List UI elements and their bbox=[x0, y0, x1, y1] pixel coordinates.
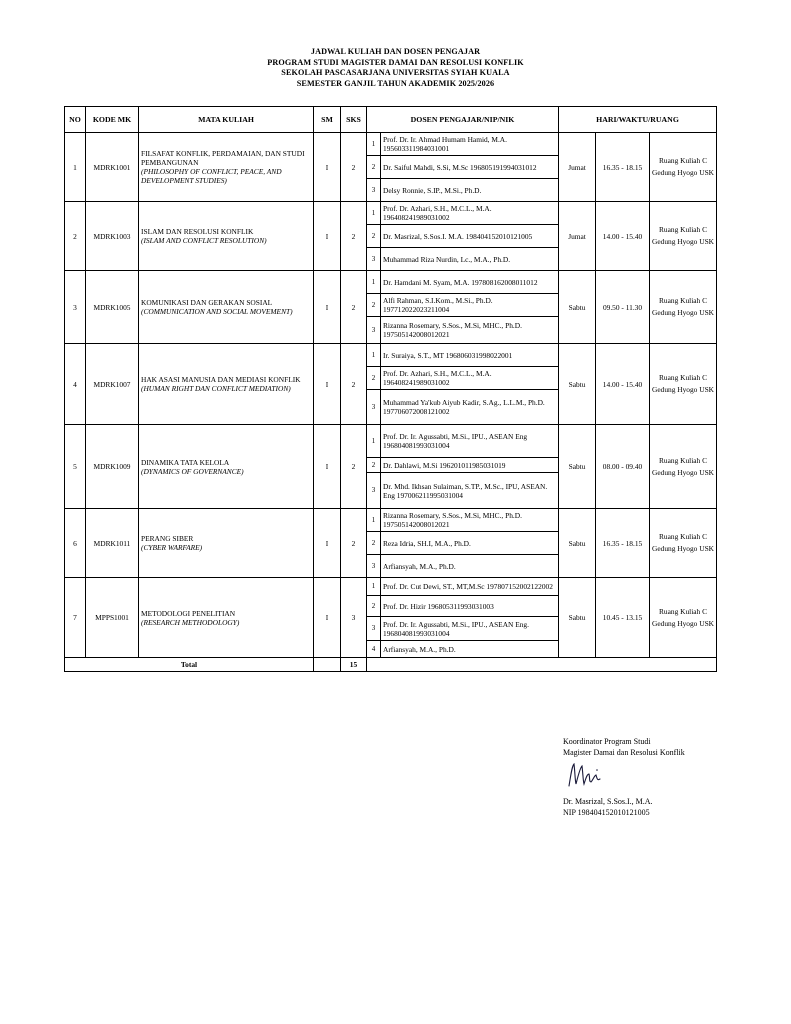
course-title-cell bbox=[139, 271, 314, 344]
course-title-cell bbox=[139, 578, 314, 658]
course-time: 16.35 - 18.15 bbox=[596, 509, 650, 578]
lecturer-entry: Prof. Dr. Ir. Agussabti, M.Si., IPU., ASEAN Eng 196804081993031004 bbox=[381, 425, 559, 458]
course-no: 2 bbox=[65, 202, 86, 271]
lecturer-entry: Dr. Saiful Mahdi, S.Si, M.Sc 196805191994031012 bbox=[381, 156, 559, 179]
lecturer-number: 1 bbox=[367, 425, 381, 458]
course-title-cell bbox=[139, 344, 314, 425]
course-title-cell bbox=[139, 133, 314, 202]
lecturer-number: 2 bbox=[367, 294, 381, 317]
lecturer-entry: Prof. Dr. Hizir 196805311993031003 bbox=[381, 596, 559, 617]
course-name-en: (COMMUNICATION AND SOCIAL MOVEMENT) bbox=[141, 307, 293, 316]
course-sks: 2 bbox=[341, 425, 367, 509]
course-day: Sabtu bbox=[559, 509, 596, 578]
course-code: MDRK1003 bbox=[86, 202, 139, 271]
course-name-en: (ISLAM AND CONFLICT RESOLUTION) bbox=[141, 236, 267, 245]
course-day: Jumat bbox=[559, 133, 596, 202]
course-name: HAK ASASI MANUSIA DAN MEDIASI KONFLIK bbox=[141, 375, 301, 384]
schedule-body bbox=[65, 133, 717, 658]
header-sks: SKS bbox=[341, 107, 367, 133]
lecturer-entry: Reza Idria, SH.I, M.A., Ph.D. bbox=[381, 532, 559, 555]
course-day: Jumat bbox=[559, 202, 596, 271]
course-code: MPPS1001 bbox=[86, 578, 139, 658]
lecturer-entry: Prof. Dr. Ir. Ahmad Humam Hamid, M.A. 195603311984031001 bbox=[381, 133, 559, 156]
course-no: 3 bbox=[65, 271, 86, 344]
total-empty-cell bbox=[367, 658, 717, 672]
course-time: 10.45 - 13.15 bbox=[596, 578, 650, 658]
course-sks: 2 bbox=[341, 509, 367, 578]
course-time: 14.00 - 15.40 bbox=[596, 344, 650, 425]
lecturer-entry: Rizanna Rosemary, S.Sos., M.Si, MHC., Ph.D. 197505142008012021 bbox=[381, 317, 559, 344]
total-sm-cell bbox=[314, 658, 341, 672]
course-name-en: (HUMAN RIGHT DAN CONFLICT MEDIATION) bbox=[141, 384, 291, 393]
lecturer-entry: Dr. Dahlawi, M.Si 196201011985031019 bbox=[381, 458, 559, 473]
lecturer-entry: Prof. Dr. Ir. Agussabti, M.Si., IPU., ASEAN Eng. 196804081993031004 bbox=[381, 617, 559, 641]
course-time: 08.00 - 09.40 bbox=[596, 425, 650, 509]
course-sks: 2 bbox=[341, 133, 367, 202]
course-name-en: (PHILOSOPHY OF CONFLICT, PEACE, AND DEVELOPMENT STUDIES) bbox=[141, 167, 282, 185]
lecturer-number: 3 bbox=[367, 248, 381, 271]
course-sm: I bbox=[314, 344, 341, 425]
lecturer-number: 2 bbox=[367, 596, 381, 617]
course-no: 4 bbox=[65, 344, 86, 425]
lecturer-entry: Dr. Hamdani M. Syam, M.A. 197808162008011012 bbox=[381, 271, 559, 294]
lecturer-number: 4 bbox=[367, 641, 381, 658]
signature-block bbox=[563, 737, 685, 758]
lecturer-entry: Dr. Mhd. Ikhsan Sulaiman, S.TP., M.Sc., IPU, ASEAN. Eng 197006211995031004 bbox=[381, 473, 559, 509]
title-line-2: PROGRAM STUDI MAGISTER DAMAI DAN RESOLUSI KONFLIK bbox=[267, 57, 524, 67]
course-room: Ruang Kuliah C Gedung Hyogo USK bbox=[650, 202, 717, 271]
course-sm: I bbox=[314, 425, 341, 509]
course-day: Sabtu bbox=[559, 271, 596, 344]
table-row bbox=[65, 133, 717, 156]
lecturer-number: 1 bbox=[367, 271, 381, 294]
lecturer-number: 3 bbox=[367, 179, 381, 202]
course-title-cell bbox=[139, 425, 314, 509]
course-name-en: (DYNAMICS OF GOVERNANCE) bbox=[141, 466, 244, 476]
lecturer-entry: Alfi Rahman, S.I.Kom., M.Si., Ph.D. 197712022023211004 bbox=[381, 294, 559, 317]
header-sm: SM bbox=[314, 107, 341, 133]
document-title bbox=[0, 47, 791, 89]
lecturer-number: 1 bbox=[367, 133, 381, 156]
course-sm: I bbox=[314, 133, 341, 202]
course-room: Ruang Kuliah C Gedung Hyogo USK bbox=[650, 509, 717, 578]
course-time: 09.50 - 11.30 bbox=[596, 271, 650, 344]
signatory-name: Dr. Masrizal, S.Sos.I., M.A. bbox=[563, 797, 653, 806]
lecturer-number: 2 bbox=[367, 225, 381, 248]
lecturer-entry: Ir. Suraiya, S.T., MT 196806031998022001 bbox=[381, 344, 559, 367]
course-room: Ruang Kuliah C Gedung Hyogo USK bbox=[650, 344, 717, 425]
signature-role-2: Magister Damai dan Resolusi Konflik bbox=[563, 747, 685, 757]
lecturer-entry: Prof. Dr. Azhari, S.H., M.C.L., M.A. 196408241989031002 bbox=[381, 202, 559, 225]
lecturer-entry: Muhammad Ya'kub Aiyub Kadir, S.Ag., L.L.M., Ph.D. 197706072008121002 bbox=[381, 390, 559, 425]
header-dosen: DOSEN PENGAJAR/NIP/NIK bbox=[367, 107, 559, 133]
course-time: 14.00 - 15.40 bbox=[596, 202, 650, 271]
lecturer-entry: Delsy Ronnie, S.IP., M.Si., Ph.D. bbox=[381, 179, 559, 202]
table-row bbox=[65, 509, 717, 532]
course-no: 1 bbox=[65, 133, 86, 202]
course-no: 6 bbox=[65, 509, 86, 578]
course-code: MDRK1005 bbox=[86, 271, 139, 344]
course-name: PERANG SIBER bbox=[141, 534, 194, 543]
course-name: METODOLOGI PENELITIAN bbox=[141, 608, 236, 618]
lecturer-number: 1 bbox=[367, 509, 381, 532]
course-room: Ruang Kuliah C Gedung Hyogo USK bbox=[650, 578, 717, 658]
title-line-1: JADWAL KULIAH DAN DOSEN PENGAJAR bbox=[310, 47, 481, 56]
header-no: NO bbox=[65, 107, 86, 133]
course-no: 5 bbox=[65, 425, 86, 509]
lecturer-entry: Arfiansyah, M.A., Ph.D. bbox=[381, 641, 559, 658]
course-title-cell bbox=[139, 202, 314, 271]
table-row bbox=[65, 425, 717, 458]
table-row bbox=[65, 344, 717, 367]
course-day: Sabtu bbox=[559, 425, 596, 509]
schedule-table bbox=[64, 106, 717, 672]
lecturer-number: 2 bbox=[367, 156, 381, 179]
course-time: 16.35 - 18.15 bbox=[596, 133, 650, 202]
total-label: Total bbox=[65, 658, 314, 672]
lecturer-number: 2 bbox=[367, 458, 381, 473]
lecturer-number: 1 bbox=[367, 202, 381, 225]
course-sks: 2 bbox=[341, 271, 367, 344]
course-no: 7 bbox=[65, 578, 86, 658]
course-room: Ruang Kuliah C Gedung Hyogo USK bbox=[650, 271, 717, 344]
lecturer-number: 2 bbox=[367, 367, 381, 390]
course-name-en: (RESEARCH METHODOLOGY) bbox=[141, 617, 240, 627]
handwritten-signature bbox=[567, 760, 603, 790]
lecturer-entry: Rizanna Rosemary, S.Sos., M.Si, MHC., Ph.D. 197505142008012021 bbox=[381, 509, 559, 532]
table-row bbox=[65, 578, 717, 596]
lecturer-entry: Arfiansyah, M.A., Ph.D. bbox=[381, 555, 559, 578]
lecturer-number: 2 bbox=[367, 532, 381, 555]
lecturer-entry: Muhammad Riza Nurdin, Lc., M.A., Ph.D. bbox=[381, 248, 559, 271]
title-line-4: SEMESTER GANJIL TAHUN AKADEMIK 2025/2026 bbox=[296, 78, 495, 88]
lecturer-entry: Dr. Masrizal, S.Sos.I. M.A. 198404152010121005 bbox=[381, 225, 559, 248]
course-sm: I bbox=[314, 271, 341, 344]
course-sks: 2 bbox=[341, 344, 367, 425]
lecturer-entry: Prof. Dr. Azhari, S.H., M.C.L., M.A. 196408241989031002 bbox=[381, 367, 559, 390]
lecturer-number: 3 bbox=[367, 617, 381, 641]
lecturer-number: 1 bbox=[367, 578, 381, 596]
table-row bbox=[65, 271, 717, 294]
course-day: Sabtu bbox=[559, 578, 596, 658]
course-name: ISLAM DAN RESOLUSI KONFLIK bbox=[141, 227, 254, 236]
signature-role-1: Koordinator Program Studi bbox=[563, 737, 651, 746]
course-sm: I bbox=[314, 202, 341, 271]
header-hari: HARI/WAKTU/RUANG bbox=[559, 107, 717, 133]
course-day: Sabtu bbox=[559, 344, 596, 425]
course-name-en: (CYBER WARFARE) bbox=[141, 543, 203, 552]
course-sks: 3 bbox=[341, 578, 367, 658]
lecturer-number: 3 bbox=[367, 390, 381, 425]
course-title-cell bbox=[139, 509, 314, 578]
signature-name-block bbox=[563, 797, 653, 818]
total-sks: 15 bbox=[341, 658, 367, 672]
course-name: FILSAFAT KONFLIK, PERDAMAIAN, DAN STUDI PEMBANGUNAN bbox=[141, 149, 305, 167]
course-code: MDRK1011 bbox=[86, 509, 139, 578]
lecturer-number: 3 bbox=[367, 473, 381, 509]
lecturer-number: 3 bbox=[367, 555, 381, 578]
table-row bbox=[65, 202, 717, 225]
course-sm: I bbox=[314, 509, 341, 578]
signatory-nip: NIP 198404152010121005 bbox=[563, 807, 650, 817]
table-header-row bbox=[65, 107, 717, 133]
course-room: Ruang Kuliah C Gedung Hyogo USK bbox=[650, 133, 717, 202]
course-sks: 2 bbox=[341, 202, 367, 271]
course-room: Ruang Kuliah C Gedung Hyogo USK bbox=[650, 425, 717, 509]
lecturer-entry: Prof. Dr. Cut Dewi, ST., MT,M.Sc 197807152002122002 bbox=[381, 578, 559, 596]
total-row bbox=[65, 658, 717, 672]
title-line-3: SEKOLAH PASCASARJANA UNIVERSITAS SYIAH KUALA bbox=[281, 68, 510, 78]
course-name: DINAMIKA TATA KELOLA bbox=[141, 457, 230, 467]
course-name: KOMUNIKASI DAN GERAKAN SOSIAL bbox=[141, 298, 273, 307]
header-kode: KODE MK bbox=[86, 107, 139, 133]
course-sm: I bbox=[314, 578, 341, 658]
header-mata-kuliah: MATA KULIAH bbox=[139, 107, 314, 133]
course-code: MDRK1001 bbox=[86, 133, 139, 202]
course-code: MDRK1007 bbox=[86, 344, 139, 425]
lecturer-number: 1 bbox=[367, 344, 381, 367]
lecturer-number: 3 bbox=[367, 317, 381, 344]
course-code: MDRK1009 bbox=[86, 425, 139, 509]
